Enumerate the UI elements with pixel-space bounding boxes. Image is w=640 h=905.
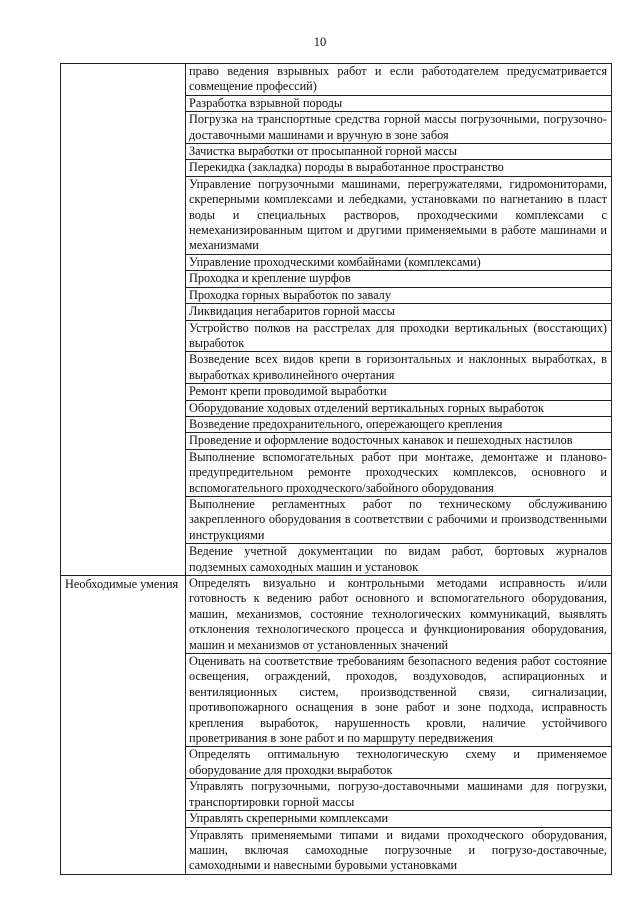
list-item: Разработка взрывной породы <box>186 96 611 112</box>
list-item: Погрузка на транспортные средства горной массы погрузочными, погрузочно-доставочными машинами и вручную в зоне забоя <box>186 112 611 144</box>
list-item: Проходка горных выработок по завалу <box>186 288 611 304</box>
list-item: Оборудование ходовых отделений вертикальных горных выработок <box>186 401 611 417</box>
section-label-cell <box>61 576 186 875</box>
list-item: Оценивать на соответствие требованиям безопасного ведения работ состояние освещения, ограждений, проходов, воздуховодов, аспирационных и вентиляционных систем, производственной связи, сигнализации, противопожарного оснащения в зоне работ и зоне подхода, исправность крепления выработок, нарушенность кровли, наличие устойчивого проветривания в зоне работ и по маршруту передвижения <box>186 654 611 747</box>
list-item: Ведение учетной документации по видам работ, бортовых журналов подземных самоходных машин и установок <box>189 544 607 574</box>
list-item: Устройство полков на расстрелах для проходки вертикальных (восстающих) выработок <box>186 321 611 353</box>
list-item: Управление погрузочными машинами, перегружателями, гидромониторами, скреперными комплексами и лебедками, установками по нагнетанию в пласт воды и специальных растворов, проходческими комплексами с немеханизированным щитом и другими применяемыми в работе машинами и механизмами <box>186 177 611 255</box>
list-item: Возведение предохранительного, опережающего крепления <box>186 417 611 433</box>
list-item: Ликвидация негабаритов горной массы <box>186 304 611 320</box>
list-item: Зачистка выработки от просыпанной горной массы <box>186 144 611 160</box>
items-cell <box>186 64 612 576</box>
section-label-cell <box>61 64 186 576</box>
table-row-labor-actions <box>61 64 612 576</box>
list-item: Проходка и крепление шурфов <box>186 271 611 287</box>
table-row-required-skills <box>61 576 612 875</box>
page-number: 10 <box>313 35 327 49</box>
list-item: Управлять скреперными комплексами <box>186 811 611 827</box>
list-item: Ремонт крепи проводимой выработки <box>186 384 611 400</box>
list-item: Выполнение вспомогательных работ при монтаже, демонтаже и планово-предупредительном ремонте проходческих комплексов, основного и вспомогательного проходческого/забойного оборудования <box>186 450 611 497</box>
list-item: Управление проходческими комбайнами (комплексами) <box>186 255 611 271</box>
section-label: Необходимые умения <box>65 577 179 591</box>
items-cell <box>186 576 612 875</box>
list-item: Определять визуально и контрольными методами исправность и/или готовность к ведению работ основного и вспомогательного оборудования, машин, механизмов, состояние технологических коммуникаций, выявлять отклонения технологического процесса и функционирования оборудования, машин и механизмов от установленных значений <box>186 576 611 654</box>
list-item: Управлять применяемыми типами и видами проходческого оборудования, машин, включая самоходные погрузочные и погрузо-доставочные, самоходными и навесными буровыми установками <box>189 827 607 873</box>
list-item: Определять оптимальную технологическую схему и применяемое оборудование для проходки выработок <box>186 747 611 779</box>
list-item: Выполнение регламентных работ по техническому обслуживанию закрепленного оборудования в соответствии с рабочими и производственными инструкциями <box>186 497 611 544</box>
list-item: Управлять погрузочными, погрузо-доставочными машинами для погрузки, транспортировки горной массы <box>186 779 611 811</box>
list-item: Перекидка (закладка) породы в выработанное пространство <box>186 160 611 176</box>
list-item: Проведение и оформление водосточных канавок и пешеходных настилов <box>186 433 611 449</box>
list-item: право ведения взрывных работ и если работодателем предусматривается совмещение профессий) <box>186 64 611 96</box>
list-item: Возведение всех видов крепи в горизонтальных и наклонных выработках, в выработках криволинейного очертания <box>186 352 611 384</box>
competency-table <box>60 63 612 875</box>
section-label <box>61 64 185 66</box>
